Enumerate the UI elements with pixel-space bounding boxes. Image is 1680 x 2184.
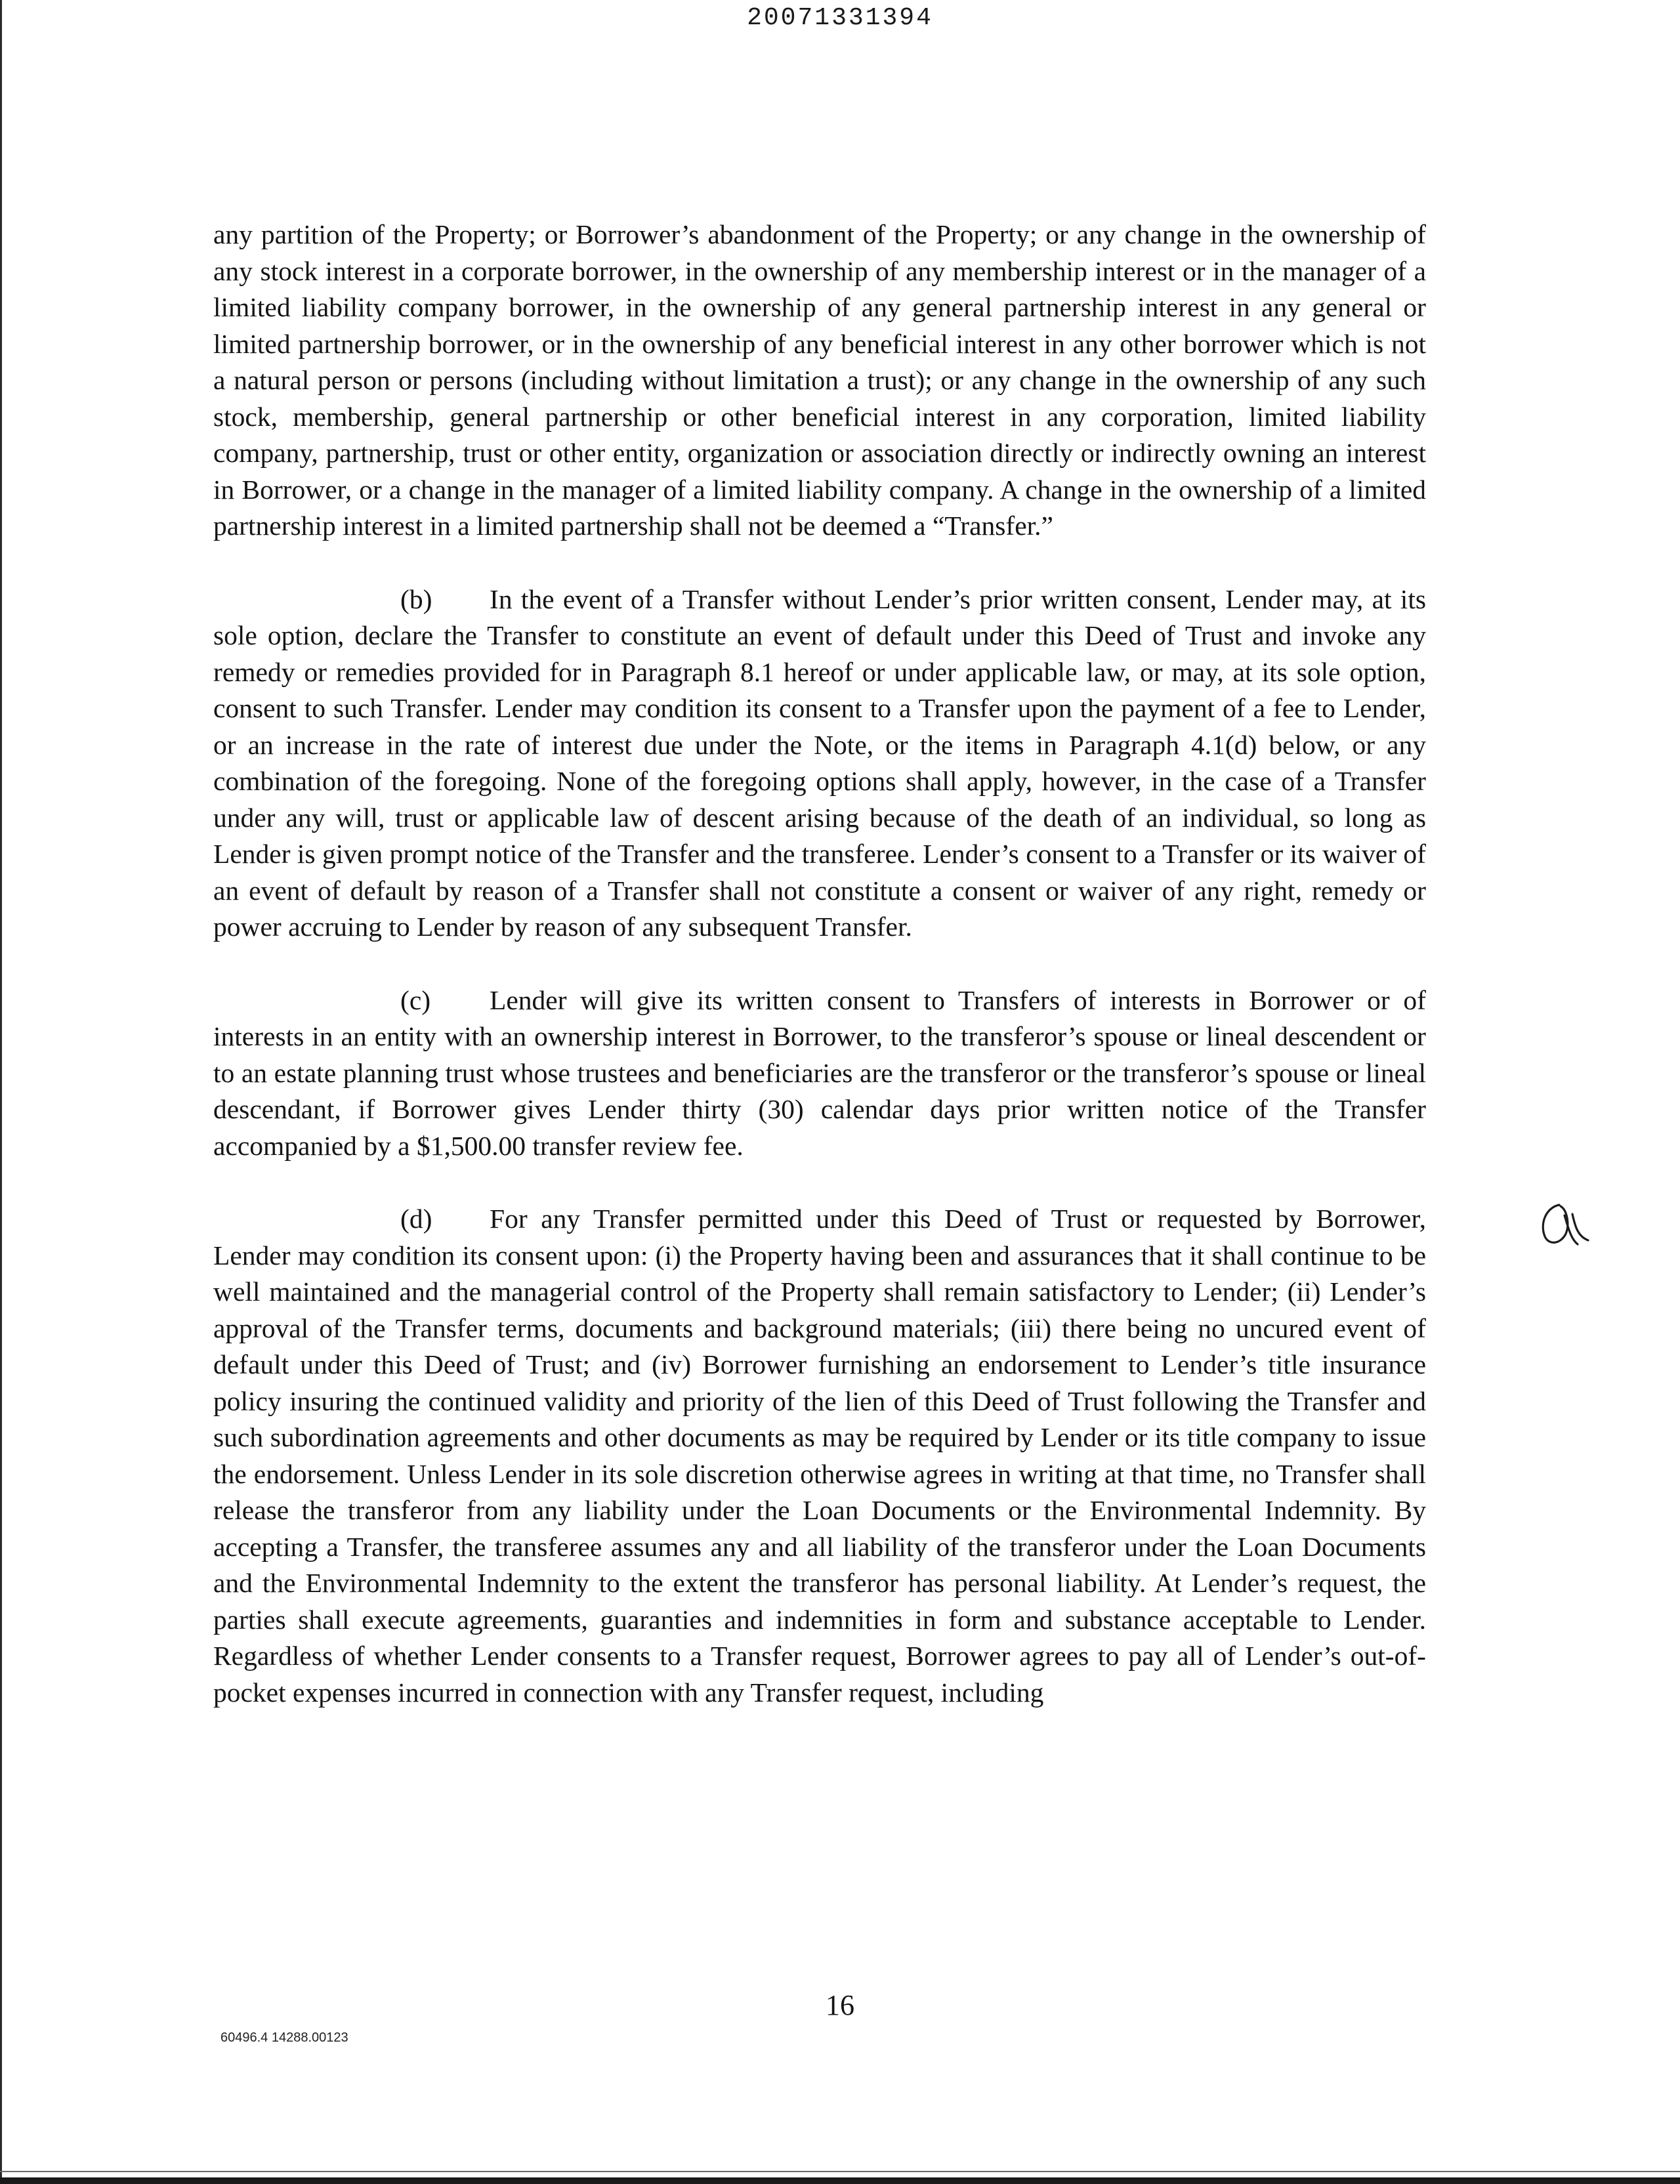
paragraph-d-label: (d) <box>400 1204 432 1234</box>
paragraph-a-continued: any partition of the Property; or Borrower’s abandonment of the Property; or any change in the ownership of any stock interest in a corporate borrower, in the ownership of any membership interest or in the manager of a limited liability company borrower, in the ownership of any general partnership interest in any general or limited partnership borrower, or in the ownership of any beneficial interest in any other borrower which is not a natural person or persons (including without limitation a trust); or any change in the ownership of any such stock, membership, general partnership or other beneficial interest in any corporation, limited liability company, partnership, trust or other entity, organization or association directly or indirectly owning an interest in Borrower, or a change in the manager of a limited liability company. A change in the ownership of a limited partnership interest in a limited partnership shall not be deemed a “Transfer.” <box>213 219 1426 541</box>
document-body <box>213 217 1426 1748</box>
paragraph-b-label: (b) <box>400 583 432 614</box>
page-number: 16 <box>826 1989 854 2021</box>
document-number: 20071331394 <box>747 4 933 32</box>
paragraph-c-label: (c) <box>400 984 431 1015</box>
scan-left-edge <box>0 0 2 2179</box>
paragraph-b <box>213 581 1426 946</box>
paragraph-b-text: In the event of a Transfer without Lender’s prior written consent, Lender may, at its sole option, declare the Transfer to constitute an event of default under this Deed of Trust and invoke any remedy or remedies provided for in Paragraph 8.1 hereof or under applicable law, or may, at its sole option, consent to such Transfer. Lender may condition its consent to a Transfer upon the payment of a fee to Lender, or an increase in the rate of interest due under the Note, or the items in Paragraph 4.1(d) below, or any combination of the foregoing. None of the foregoing options shall apply, however, in the case of a Transfer under any will, trust or applicable law of descent arising because of the death of an individual, so long as Lender is given prompt notice of the Transfer and the transferee. Lender’s consent to a Transfer or its waiver of an event of default by reason of a Transfer shall not constitute a consent or waiver of any right, remedy or power accruing to Lender by reason of any subsequent Transfer. <box>213 583 1426 942</box>
scan-bottom-edge <box>0 2177 1680 2184</box>
footer-document-code: 60496.4 14288.00123 <box>220 2030 348 2045</box>
scan-bottom-line <box>0 2171 1680 2172</box>
paragraph-c <box>213 982 1426 1165</box>
handwritten-initials-icon <box>1534 1196 1593 1255</box>
paragraph-d <box>213 1201 1426 1711</box>
paragraph-c-text: Lender will give its written consent to Transfers of interests in Borrower or of interests in an entity with an ownership interest in Borrower, to the transferor’s spouse or lineal descendent or to an estate planning trust whose trustees and beneficiaries are the transferor or the transferor’s spouse or lineal descendant, if Borrower gives Lender thirty (30) calendar days prior written notice of the Transfer accompanied by a $1,500.00 transfer review fee. <box>213 984 1426 1161</box>
paragraph-d-text: For any Transfer permitted under this Deed of Trust or requested by Borrower, Lender may condition its consent upon: (i) the Property having been and assurances that it shall continue to be well maintained and the managerial control of the Property shall remain satisfactory to Lender; (ii) Lender’s approval of the Transfer terms, documents and background materials; (iii) there being no uncured event of default under this Deed of Trust; and (iv) Borrower furnishing an endorsement to Lender’s title insurance policy insuring the continued validity and priority of the lien of this Deed of Trust following the Transfer and such subordination agreements and other documents as may be required by Lender or its title company to issue the endorsement. Unless Lender in its sole discretion otherwise agrees in writing at that time, no Transfer shall release the transferor from any liability under the Loan Documents or the Environmental Indemnity. By accepting a Transfer, the transferee assumes any and all liability of the transferor under the Loan Documents and the Environmental Indemnity to the extent the transferor has personal liability. At Lender’s request, the parties shall execute agreements, guaranties and indemnities in form and substance acceptable to Lender. Regardless of whether Lender consents to a Transfer request, Borrower agrees to pay all of Lender’s out-of-pocket expenses incurred in connection with any Transfer request, including <box>213 1204 1426 1708</box>
